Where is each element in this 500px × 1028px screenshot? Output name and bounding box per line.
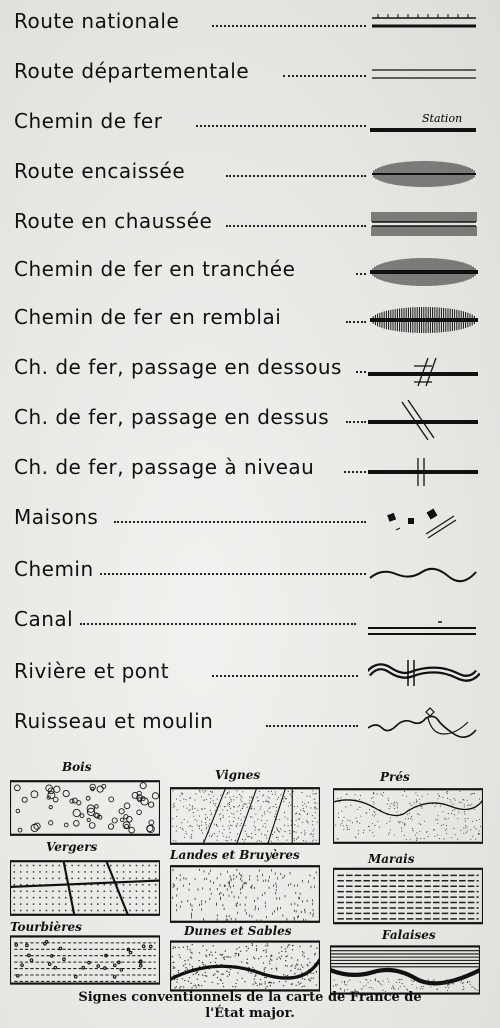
- legend-label: Rivière et pont: [14, 659, 170, 683]
- route-en-chaussee-symbol: [368, 204, 480, 244]
- chemin-de-fer-tranchee-symbol: [368, 252, 480, 292]
- legend-row-route-departementale: [0, 52, 500, 102]
- legend-label: Route départementale: [14, 59, 250, 83]
- tile-label-vignes: Vignes: [215, 768, 261, 782]
- leader-dots: [212, 25, 366, 27]
- legend-label: Route nationale: [14, 9, 180, 33]
- tile-vignes: [170, 786, 320, 846]
- leader-dots: [346, 321, 366, 323]
- leader-dots: [356, 273, 366, 275]
- riviere-pont-symbol: [368, 654, 480, 694]
- tile-dunes: [170, 936, 320, 996]
- passage-dessus-symbol: [368, 400, 480, 440]
- tile-label-falaises: Falaises: [382, 928, 436, 942]
- legend-row-canal: [0, 600, 500, 650]
- legend-label: Canal: [14, 607, 74, 631]
- legend-label: Ch. de fer, passage à niveau: [14, 455, 315, 479]
- legend-label: Route en chaussée: [14, 209, 213, 233]
- legend-row-passage-dessus: [0, 398, 500, 448]
- maisons-symbol: [368, 500, 480, 540]
- route-encaissee-symbol: [368, 154, 480, 194]
- leader-dots: [346, 421, 366, 423]
- legend-row-passage-niveau: [0, 448, 500, 498]
- passage-niveau-symbol: [368, 450, 480, 490]
- tile-label-vergers: Vergers: [46, 840, 98, 854]
- leader-dots: [283, 75, 366, 77]
- legend-label: Maisons: [14, 505, 99, 529]
- leader-dots: [196, 125, 366, 127]
- legend-row-riviere-pont: [0, 652, 500, 702]
- leader-dots: [212, 675, 358, 677]
- tile-bois: [10, 778, 160, 838]
- caption-line-1: Signes conventionnels de la carte de France de: [78, 990, 422, 1005]
- legend-label: Chemin de fer: [14, 109, 163, 133]
- route-nationale-symbol: [368, 4, 480, 44]
- leader-dots: [80, 623, 356, 625]
- leader-dots: [114, 521, 366, 523]
- ruisseau-moulin-symbol: [368, 704, 480, 744]
- legend-row-ruisseau-moulin: [0, 702, 500, 752]
- legend-row-route-nationale: [0, 2, 500, 52]
- leader-dots: [226, 175, 366, 177]
- legend-row-chemin: [0, 550, 500, 600]
- legend-row-chemin-de-fer: [0, 102, 500, 152]
- leader-dots: [226, 225, 366, 227]
- caption-line-2: l'État major.: [205, 1006, 295, 1021]
- legend-row-route-en-chaussee: [0, 202, 500, 252]
- leader-dots: [344, 471, 366, 473]
- legend-label: Chemin de fer en tranchée: [14, 257, 296, 281]
- tile-marais: [333, 866, 483, 926]
- tile-tourbieres: [10, 930, 160, 990]
- tile-label-landes: Landes et Bruyères: [170, 848, 300, 862]
- legend-label: Chemin: [14, 557, 94, 581]
- legend-row-maisons: [0, 498, 500, 548]
- tile-label-marais: Marais: [368, 852, 415, 866]
- chemin-de-fer-symbol: [368, 104, 480, 144]
- leader-dots: [100, 573, 366, 575]
- tile-landes: [170, 864, 320, 924]
- tile-label-tourbieres: Tourbières: [10, 920, 82, 934]
- route-departementale-symbol: [368, 54, 480, 94]
- leader-dots: [266, 725, 358, 727]
- tile-label-dunes: Dunes et Sables: [184, 924, 292, 938]
- legend-label: Ch. de fer, passage en dessus: [14, 405, 330, 429]
- passage-dessous-symbol: [368, 350, 480, 390]
- legend-row-chemin-de-fer-tranchee: [0, 250, 500, 300]
- legend-label: Ch. de fer, passage en dessous: [14, 355, 342, 379]
- tile-vergers: [10, 858, 160, 918]
- station-label: Station: [422, 112, 463, 125]
- legend-row-chemin-de-fer-remblai: [0, 298, 500, 348]
- legend-row-passage-dessous: [0, 348, 500, 398]
- legend-row-route-encaissee: [0, 152, 500, 202]
- leader-dots: [356, 371, 366, 373]
- tile-label-bois: Bois: [62, 760, 92, 774]
- chemin-symbol: [368, 552, 480, 592]
- legend-label: Chemin de fer en remblai: [14, 305, 282, 329]
- tile-pres: [333, 786, 483, 846]
- chemin-de-fer-remblai-symbol: [368, 300, 480, 340]
- legend-label: Route encaissée: [14, 159, 186, 183]
- legend-label: Ruisseau et moulin: [14, 709, 214, 733]
- tile-label-pres: Prés: [380, 770, 410, 784]
- canal-symbol: [368, 602, 480, 642]
